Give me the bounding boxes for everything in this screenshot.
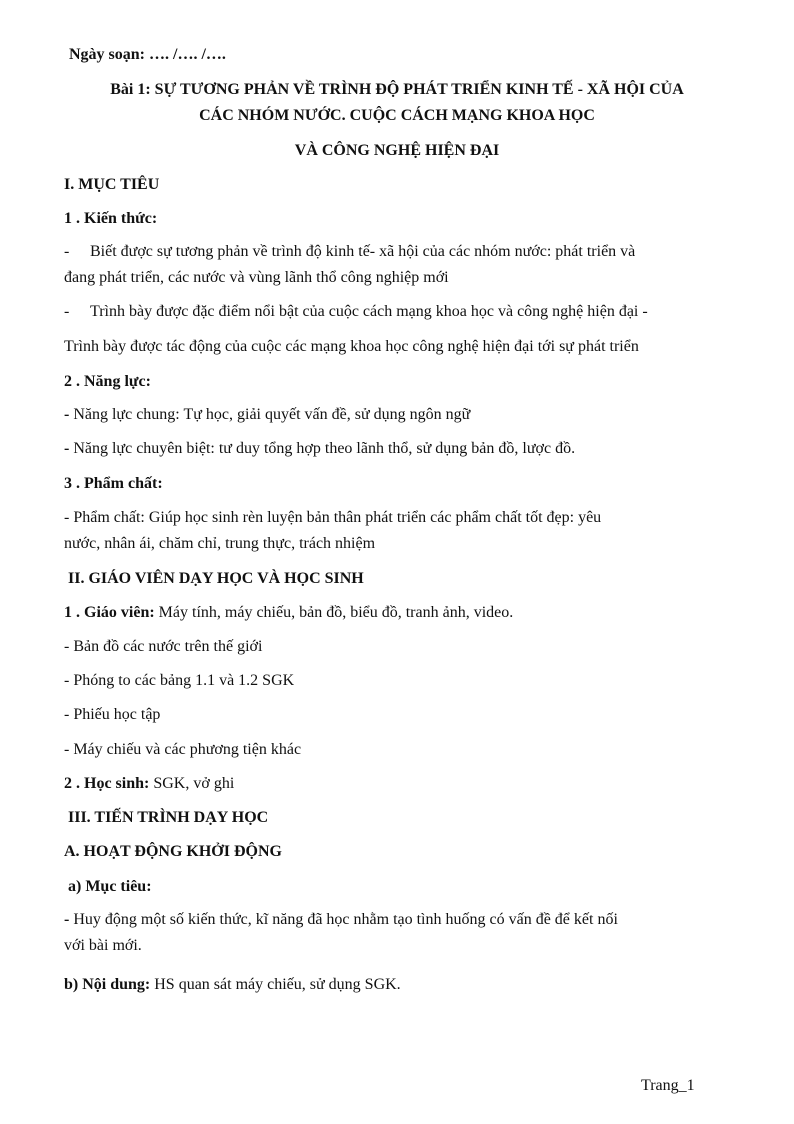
goal-line-1 bbox=[64, 910, 618, 930]
goal-line-2: với bài mới. bbox=[64, 937, 142, 954]
teacher-label: 1 . Giáo viên: bbox=[64, 604, 155, 621]
competence-item-2-text: Năng lực chuyên biệt: tư duy tổng hợp theo lãnh thổ, sử dụng bản đồ, lược đồ. bbox=[69, 440, 576, 457]
knowledge-heading: 1 . Kiến thức: bbox=[64, 210, 158, 227]
dash-bullet: - bbox=[64, 406, 70, 423]
competence-item-2 bbox=[64, 439, 575, 459]
teacher-item-4: - Máy chiếu và các phương tiện khác bbox=[64, 741, 302, 758]
section-3-heading: III. TIẾN TRÌNH DẠY HỌC bbox=[68, 809, 269, 826]
page-number: Trang_1 bbox=[641, 1077, 695, 1094]
title-line-3: VÀ CÔNG NGHỆ HIỆN ĐẠI bbox=[294, 142, 500, 159]
dash-bullet: - bbox=[64, 243, 70, 260]
qualities-heading: 3 . Phẩm chất: bbox=[64, 475, 163, 492]
section-2-heading: II. GIÁO VIÊN DẠY HỌC VÀ HỌC SINH bbox=[68, 570, 364, 587]
student-label: 2 . Học sinh: bbox=[64, 775, 150, 792]
teacher-item-2: - Phóng to các bảng 1.1 và 1.2 SGK bbox=[64, 672, 295, 689]
teacher-line bbox=[64, 603, 513, 623]
qualities-line-1: - Phẩm chất: Giúp học sinh rèn luyện bản thân phát triển các phẩm chất tốt đẹp: yêu bbox=[64, 509, 602, 526]
knowledge-item-1-text: Biết được sự tương phản về trình độ kinh tế- xã hội của các nhóm nước: phát triển và bbox=[90, 243, 636, 260]
competence-item-1 bbox=[64, 405, 470, 425]
section-1-heading: I. MỤC TIÊU bbox=[64, 176, 160, 193]
goal-label: a) Mục tiêu: bbox=[68, 878, 152, 895]
knowledge-item-1 bbox=[64, 242, 635, 262]
dash-bullet: - bbox=[64, 440, 70, 457]
dash-bullet: - bbox=[64, 303, 70, 320]
student-line bbox=[64, 774, 234, 794]
knowledge-item-2-cont: Trình bày được tác động của cuộc các mạng khoa học công nghệ hiện đại tới sự phát triển bbox=[64, 338, 639, 355]
dash-bullet: - bbox=[64, 911, 70, 928]
date-label: Ngày soạn: …. /…. /…. bbox=[69, 46, 226, 63]
knowledge-item-2-text: Trình bày được đặc điểm nổi bật của cuộc cách mạng khoa học và công nghệ hiện đại - bbox=[90, 303, 648, 320]
teacher-text: Máy tính, máy chiếu, bản đồ, biểu đồ, tranh ảnh, video. bbox=[154, 604, 514, 621]
title-line-2: CÁC NHÓM NƯỚC. CUỘC CÁCH MẠNG KHOA HỌC bbox=[199, 107, 595, 124]
content-text: HS quan sát máy chiếu, sử dụng SGK. bbox=[150, 976, 401, 993]
teacher-item-3: - Phiếu học tập bbox=[64, 706, 161, 723]
competence-heading: 2 . Năng lực: bbox=[64, 373, 151, 390]
student-text: SGK, vở ghi bbox=[149, 775, 235, 792]
teacher-item-1: - Bản đồ các nước trên thế giới bbox=[64, 638, 263, 655]
knowledge-item-2 bbox=[64, 302, 648, 322]
title-line-1: Bài 1: SỰ TƯƠNG PHẢN VỀ TRÌNH ĐỘ PHÁT TRIỂN KINH TẾ - XÃ HỘI CỦA bbox=[110, 81, 684, 98]
qualities-line-2: nước, nhân ái, chăm chỉ, trung thực, trách nhiệm bbox=[64, 535, 376, 552]
knowledge-item-1-cont: đang phát triển, các nước và vùng lãnh thổ công nghiệp mới bbox=[64, 269, 449, 286]
competence-item-1-text: Năng lực chung: Tự học, giải quyết vấn đề, sử dụng ngôn ngữ bbox=[69, 406, 471, 423]
content-label: b) Nội dung: bbox=[64, 976, 151, 993]
content-line bbox=[64, 975, 401, 995]
activity-a-heading: A. HOẠT ĐỘNG KHỞI ĐỘNG bbox=[64, 843, 282, 860]
goal-line-1-text: Huy động một số kiến thức, kĩ năng đã học nhằm tạo tình huống có vấn đề để kết nối bbox=[69, 911, 618, 928]
